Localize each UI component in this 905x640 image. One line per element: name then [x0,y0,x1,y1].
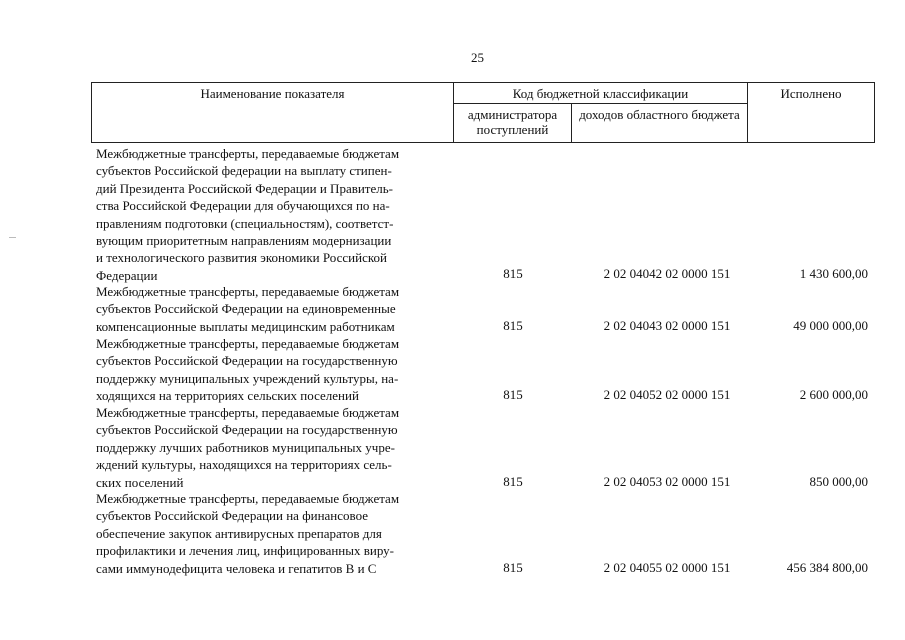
row-admin-code: 815 [503,474,523,489]
row-name-line: субъектов Российской Федерации на финансовое [96,508,369,524]
header-budget-classification-code: Код бюджетной классификации [454,83,748,104]
row-name-line: ских поселений [96,474,184,490]
row-name-line: обеспечение закупок антивирусных препаратов для [96,525,382,541]
row-indicator-name [96,283,448,335]
row-name-line: субъектов Российской Федерации на государственную [96,422,398,438]
row-name-line: ства Российской Федерации для обучающихся по на- [96,198,390,214]
table-header [91,82,875,143]
margin-mark [9,237,16,238]
row-admin-code: 815 [503,318,523,333]
row-indicator-name [96,145,448,284]
row-name-line: дий Президента Российской Федерации и Правитель- [96,180,394,196]
row-income-code: 2 02 04053 02 0000 151 [603,474,731,489]
row-name-line: Межбюджетные трансферты, передаваемые бюджетам [96,336,400,351]
row-name-line: Межбюджетные трансферты, передаваемые бюджетам [96,284,400,299]
row-name-line: Межбюджетные трансферты, передаваемые бюджетам [96,146,400,161]
row-name-line: Федерации [96,267,158,283]
row-name-line: компенсационные выплаты медицинским работникам [96,318,395,334]
row-name-line: Межбюджетные трансферты, передаваемые бюджетам [96,491,400,506]
row-name-line: правлениям подготовки (специальностям), соответст- [96,215,394,231]
row-admin-code: 815 [503,560,523,575]
row-income-code: 2 02 04052 02 0000 151 [603,387,731,402]
row-executed-amount: 2 600 000,00 [799,387,868,402]
row-name-line: ждений культуры, находящихся на территориях сель- [96,457,392,473]
row-name-line: и технологического развития экономики Российской [96,250,387,266]
row-name-line: сами иммунодефицита человека и гепатитов B и C [96,560,377,576]
row-name-line: субъектов Российской федерации на выплату стипен- [96,163,392,179]
row-executed-amount: 1 430 600,00 [799,266,868,281]
row-admin-code: 815 [503,387,523,402]
row-indicator-name [96,404,448,491]
row-executed-amount: 49 000 000,00 [793,318,868,333]
row-indicator-name [96,490,448,577]
row-name-line: поддержку лучших работников муниципальных учре- [96,439,395,455]
row-income-code: 2 02 04043 02 0000 151 [603,318,731,333]
header-executed: Исполнено [780,86,842,101]
row-indicator-name [96,335,448,405]
row-admin-code: 815 [503,266,523,281]
page-number: 25 [471,50,484,65]
row-executed-amount: 850 000,00 [809,474,868,489]
row-name-line: субъектов Российской Федерации на государственную [96,353,398,369]
row-executed-amount: 456 384 800,00 [786,560,868,575]
row-name-line: ходящихся на территориях сельских поселений [96,388,359,404]
row-name-line: Межбюджетные трансферты, передаваемые бюджетам [96,405,400,420]
row-name-line: субъектов Российской Федерации на единовременные [96,301,396,317]
header-administrator: администратора поступлений [454,104,572,142]
row-name-line: профилактики и лечения лиц, инфицированных виру- [96,543,394,559]
row-income-code: 2 02 04042 02 0000 151 [603,266,731,281]
header-indicator-name: Наименование показателя [92,83,454,142]
row-income-code: 2 02 04055 02 0000 151 [603,560,731,575]
row-name-line: поддержку муниципальных учреждений культуры, на- [96,370,399,386]
row-name-line: вующим приоритетным направлениям модернизации [96,233,392,249]
header-regional-budget-income: доходов областного бюджета [572,104,748,142]
